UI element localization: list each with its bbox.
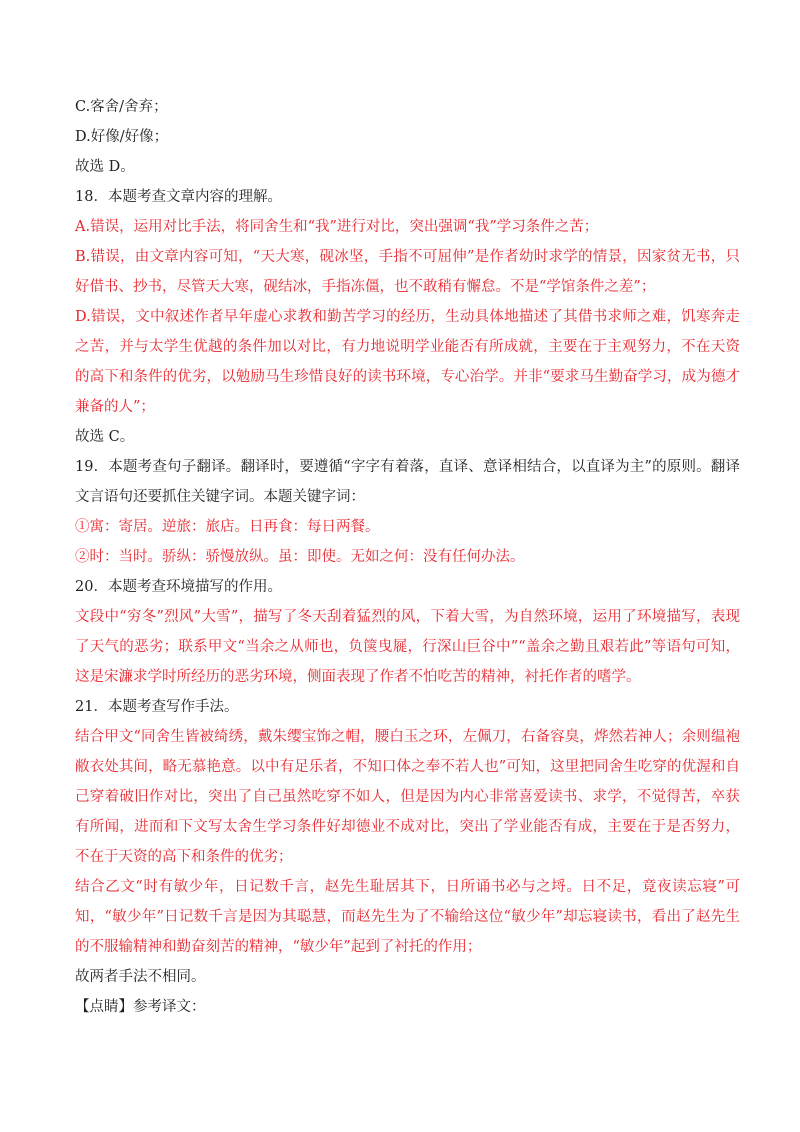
q18-option-d: D.错误，文中叙述作者早年虚心求教和勤苦学习的经历，生动具体地描述了其借书求师之难，饥寒奔走之苦，并与太学生优越的条件加以对比，有力地说明学业能否有所成就，主要在于主观努力，不在天资的高下和条件的优劣，以勉励马生珍惜良好的读书环境，专心治学。并非“要求马生勤奋学习，成为德才兼备的人”； [75, 309, 740, 415]
q18-answer: 故选 C。 [75, 429, 135, 445]
note-heading: 【点睛】参考译文： [75, 999, 206, 1015]
q18-option-a: A.错误，运用对比手法，将同舍生和“我”进行对比，突出强调“我”学习条件之苦； [75, 219, 599, 235]
option-d-line: D.好像/好像； [75, 129, 169, 145]
q18-title: 18．本题考查文章内容的理解。 [75, 189, 282, 205]
q20-body: 文段中“穷冬”烈风”大雪”，描写了冬天刮着猛烈的风，下着大雪，为自然环境，运用了环境描写，表现了天气的恶劣；联系甲文“当余之从师也，负箧曳屣，行深山巨谷中”“盖余之勤且艰若此”等语句可知，这是宋濂求学时所经历的恶劣环境，侧面表现了作者不怕吃苦的精神，衬托作者的嗜学。 [75, 609, 740, 685]
q17-answer: 故选 D。 [75, 159, 135, 175]
q21-answer: 故两者手法不相同。 [75, 969, 206, 985]
q21-title: 21．本题考查写作手法。 [75, 699, 239, 715]
q21-paragraph-1: 结合甲文“同舍生皆被绮绣，戴朱缨宝饰之帽，腰白玉之环，左佩刀，右备容臭，烨然若神人；余则缊袍敝衣处其间，略无慕艳意。以中有足乐者，不知口体之奉不若人也”可知，这里把同舍生吃穿的优渥和自己穿着破旧作对比，突出了自己虽然吃穿不如人，但是因为内心非常喜爱读书、求学，不觉得苦，卒获有所闻，进而和下文写太舍生学习条件好却德业不成对比，突出了学业能否有成，主要在于是否努力，不在于天资的高下和条件的优劣； [75, 729, 740, 865]
q19-key-1: ①寓：寄居。逆旅：旅店。日再食：每日两餐。 [75, 519, 380, 535]
q19-title: 19．本题考查句子翻译。翻译时，要遵循“字字有着落，直译、意译相结合，以直译为主”的原则。翻译文言语句还要抓住关键字词。本题关键字词： [75, 459, 740, 505]
q21-paragraph-2: 结合乙文“时有敏少年，日记数千言，赵先生耻居其下，日所诵书必与之埒。日不足，竟夜读忘寝”可知，“敏少年”日记数千言是因为其聪慧，而赵先生为了不输给这位“敏少年”却忘寝读书，看出了赵先生的不服输精神和勤奋刻苦的精神，“敏少年”起到了衬托的作用； [75, 879, 740, 955]
q18-option-b: B.错误，由文章内容可知，“天大寒，砚冰坚，手指不可屈伸”是作者幼时求学的情景，因家贫无书，只好借书、抄书，尽管天大寒，砚结冰，手指冻僵，也不敢稍有懈怠。不是“学馆条件之差”； [75, 249, 740, 295]
q19-key-2: ②时：当时。骄纵：骄慢放纵。虽：即使。无如之何：没有任何办法。 [75, 549, 525, 565]
q20-title: 20．本题考查环境描写的作用。 [75, 579, 282, 595]
option-c-line: C.客舍/舍弃； [75, 99, 168, 115]
